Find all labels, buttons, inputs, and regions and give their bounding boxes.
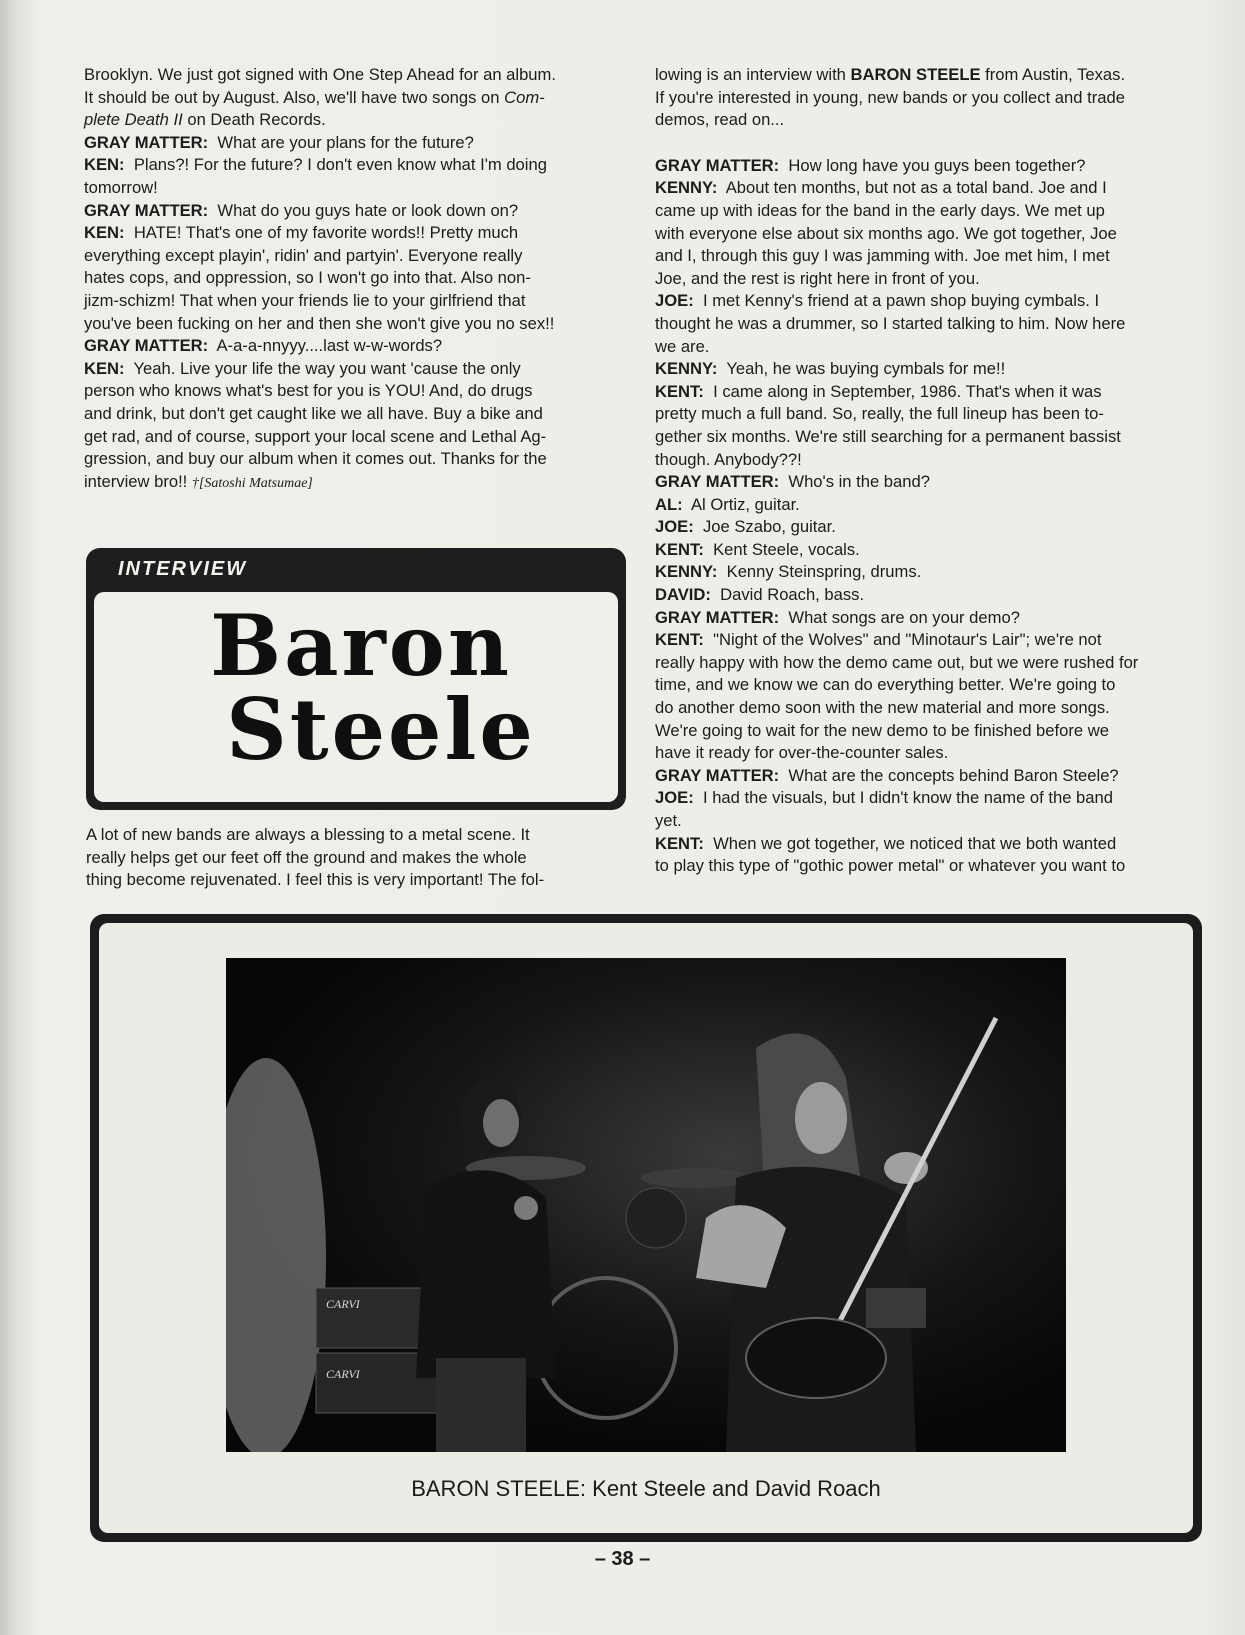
question: GRAY MATTER : What do you guys hate or look down on? [84,200,624,223]
band-name-inline: BARON STEELE [850,65,981,84]
text-line: lowing is an interview with BARON STEELE from Austin, Texas. [655,65,1126,84]
speaker-label: KENT : [655,834,704,853]
text-line: get rad, and of course, support your local scene and Lethal Ag- [84,426,547,446]
dialogue-entry: DAVID : David Roach, bass. [655,584,1195,607]
dialogue-entry: KENNY : Kenny Steinspring, drums. [655,561,1195,584]
speaker-label: GRAY MATTER : [84,336,208,355]
tom-drum [626,1188,686,1248]
amp-logo: CARVI [326,1367,360,1381]
text-line: with everyone else about six months ago. We got together, Joe [655,223,1117,243]
speaker-label: KENNY : [655,359,717,378]
band-photo [226,958,1066,1452]
text-line: interview bro!! †[Satoshi Matsumae] [84,471,313,491]
text-line: really happy with how the demo came out, but we were rushed for [655,652,1139,672]
speaker-label: KENNY : [655,562,717,581]
text-line: gether six months. We're still searching for a permanent bassist [655,426,1121,446]
page-number: – 38 – [594,1548,651,1570]
dialogue-entry: GRAY MATTER : How long have you guys been together? [655,155,1195,178]
text-line: person who knows what's best for you is YOU! And, do drugs [84,381,533,401]
text-line: everything except playin', ridin' and partyin'. Everyone really [84,245,523,265]
answer: KEN : Yeah. Live your life the way you want 'cause the only [84,358,624,381]
text-line: It should be out by August. Also, we'll have two songs on Com- [84,87,545,107]
text-line: plete Death II on Death Records. [84,110,326,130]
text-line: and I, through this guy I was jamming with. Joe met him, I met [655,246,1110,266]
text-line: gression, and buy our album when it comes out. Thanks for the [84,449,547,469]
text-line: A lot of new bands are always a blessing to a metal scene. It [86,825,530,844]
speaker-label: KENT : [655,540,704,559]
speaker-label: KEN : [84,359,125,378]
text-line: thought he was a drummer, so I started talking to him. Now here [655,313,1126,333]
text-line: yet. [655,811,682,830]
dialogue-entry: KENT : Kent Steele, vocals. [655,539,1195,562]
speaker-label: GRAY MATTER : [655,608,779,627]
speaker-label: JOE : [655,291,694,310]
cymbal [641,1168,751,1188]
speaker-label: GRAY MATTER : [655,472,779,491]
text-line: thing become rejuvenated. I feel this is very important! The fol- [86,870,545,890]
text-line: We're going to wait for the new demo to be finished before we [655,720,1109,740]
text-line: pretty much a full band. So, really, the full lineup has been to- [655,404,1104,424]
speaker-label: GRAY MATTER : [655,156,779,175]
speaker-label: AL : [655,495,683,514]
text-line: If you're interested in young, new bands or you collect and trade [655,87,1125,107]
speaker-label: JOE : [655,788,694,807]
dialogue-entry: KENT : I came along in September, 1986. That's when it was [655,381,1195,404]
dialogue-entry: JOE : Joe Szabo, guitar. [655,516,1195,539]
speaker-label: KENT : [655,382,704,401]
text-line: Brooklyn. We just got signed with One Step Ahead for an album. [84,65,556,84]
speaker-label: JOE : [655,517,694,536]
speaker-label: KEN : [84,223,125,242]
photo-caption: BARON STEELE: Kent Steele and David Roach [411,1476,881,1501]
dialogue-entry: GRAY MATTER : What are the concepts behind Baron Steele? [655,765,1195,788]
dialogue-entry: GRAY MATTER : What songs are on your demo? [655,607,1195,630]
text-line: do another demo soon with the new material and more songs. [655,698,1110,718]
singer-face [483,1099,519,1147]
text-line: to play this type of "gothic power metal" or whatever you want to [655,856,1126,876]
text-line: and drink, but don't get caught like we all have. Buy a bike and [84,403,543,423]
dialogue-entry: AL : Al Ortiz, guitar. [655,494,1195,517]
dialogue-entry: GRAY MATTER : Who's in the band? [655,471,1195,494]
answer: KEN : HATE! That's one of my favorite words!! Pretty much [84,222,624,245]
text-line: came up with ideas for the band in the early days. We met up [655,200,1105,220]
left-column [84,64,624,495]
speaker-label: KEN : [84,155,125,174]
dialogue-entry: JOE : I met Kenny's friend at a pawn shop buying cymbals. I [655,290,1195,313]
dialogue [655,155,1195,878]
intro-paragraph [86,824,628,892]
band-logo-panel [94,592,618,802]
text-line: hates cops, and oppression, so I won't go into that. Also non- [84,268,531,288]
amp-logo: CARVI [326,1297,360,1311]
text-line: have it ready for over-the-counter sales. [655,743,949,763]
singer-legs [436,1358,526,1452]
dialogue-entry: KENNY : Yeah, he was buying cymbals for me!! [655,358,1195,381]
text-line: Joe, and the rest is right here in front of you. [655,268,980,288]
speaker-label: GRAY MATTER : [84,133,208,152]
studded-belt [866,1288,926,1328]
right-column [655,64,1195,878]
album-title: Com- [504,87,545,107]
text-line: though. Anybody??! [655,449,802,469]
question: GRAY MATTER : A-a-a-nnyyy....last w-w-words? [84,335,624,358]
band-name-line-2: Steele [226,680,536,779]
bassist-face [795,1082,847,1154]
speaker-label: GRAY MATTER : [655,766,779,785]
speaker-label: KENT : [655,630,704,649]
speaker-label: GRAY MATTER : [84,201,208,220]
text-line: time, and we know we can do everything better. We're going to [655,675,1116,695]
bass-body [746,1318,886,1398]
dialogue-entry: KENT : "Night of the Wolves" and "Minotaur's Lair"; we're not [655,629,1195,652]
author-signature: †[Satoshi Matsumae] [191,475,313,491]
text-line: you've been fucking on her and then she won't give you no sex!! [84,313,555,333]
interview-header-box [86,548,626,810]
text-line: tomorrow! [84,177,158,197]
text-line: demos, read on... [655,110,785,130]
band-name-line-1: Baron [210,596,512,695]
dialogue-entry: KENT : When we got together, we noticed that we both wanted [655,833,1195,856]
answer: KEN : Plans?! For the future? I don't even know what I'm doing [84,154,624,177]
text-line: really helps get our feet off the ground and makes the whole [86,847,527,867]
dialogue-entry: JOE : I had the visuals, but I didn't know the name of the band [655,787,1195,810]
dialogue-entry: KENNY : About ten months, but not as a total band. Joe and I [655,177,1195,200]
singer-hand [514,1196,538,1220]
paragraph-gap [655,132,1195,155]
band-photo-illustration [226,958,1066,1452]
question: GRAY MATTER : What are your plans for the future? [84,132,624,155]
speaker-label: KENNY : [655,178,717,197]
interview-label: INTERVIEW [118,558,248,580]
album-title: plete Death II [84,110,183,130]
text-line: we are. [655,336,710,356]
text-line: jizm-schizm! That when your friends lie to your girlfriend that [84,290,526,310]
speaker-label: DAVID : [655,585,711,604]
